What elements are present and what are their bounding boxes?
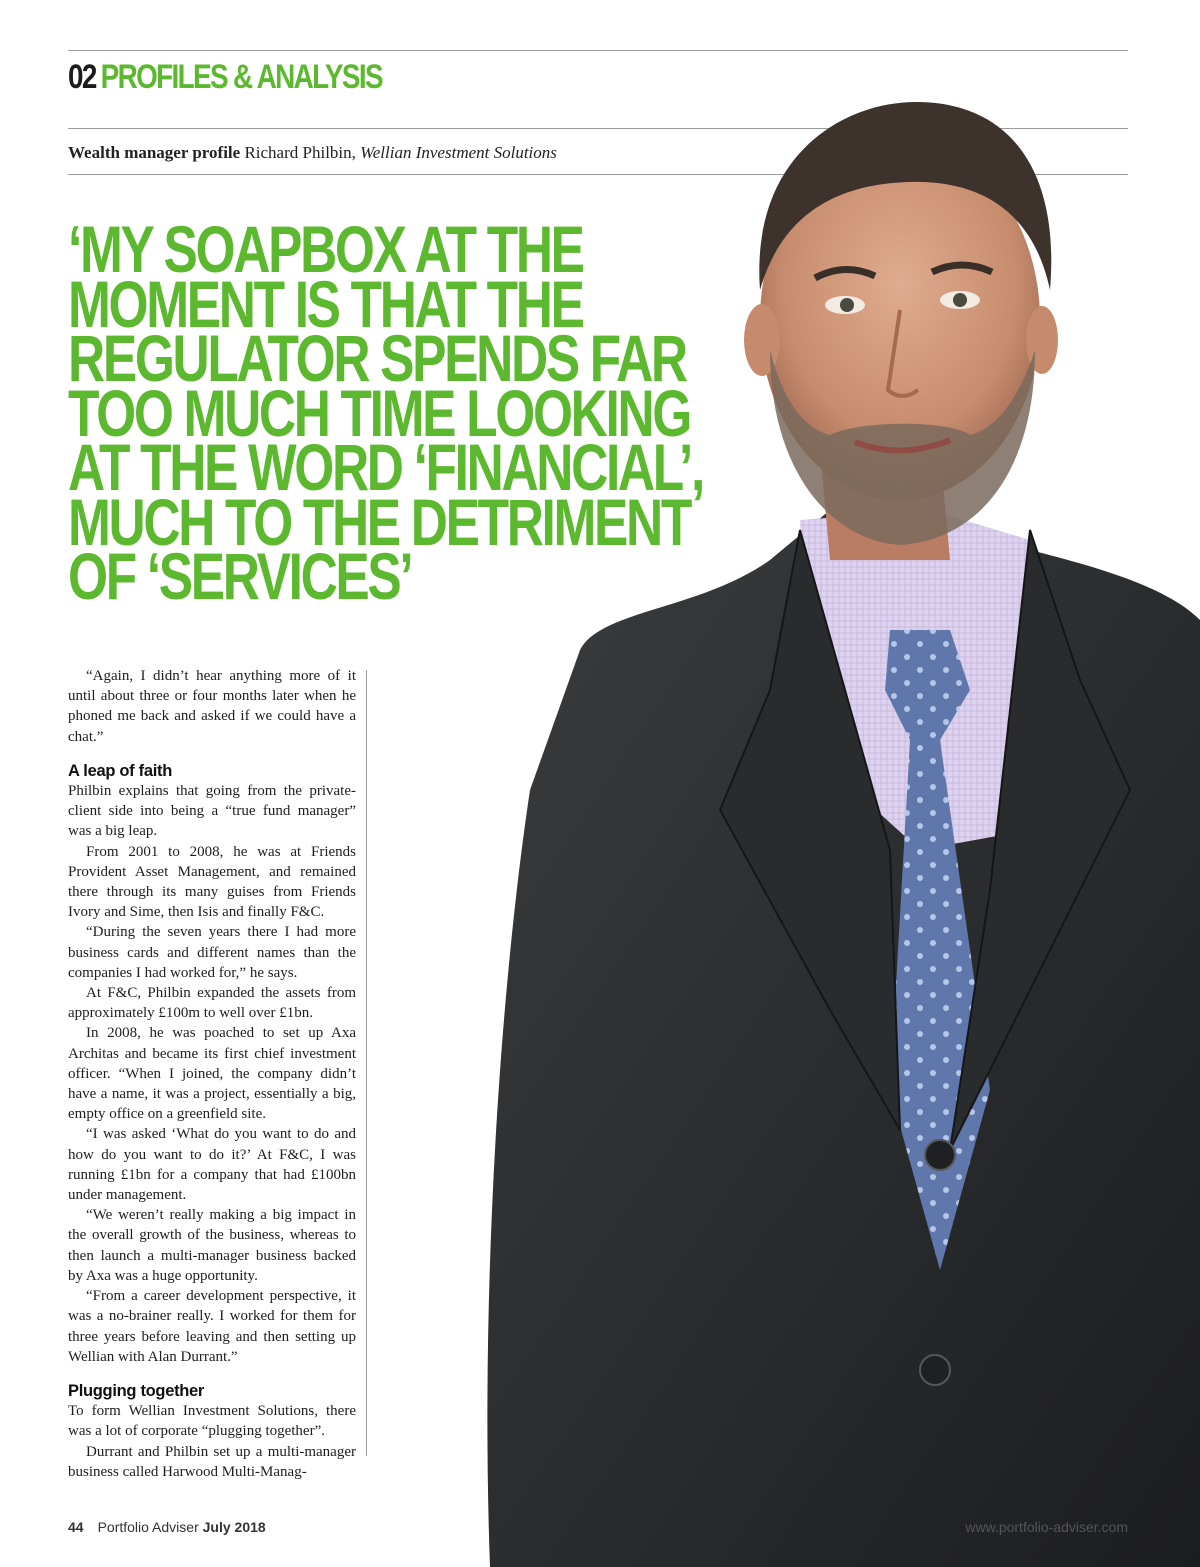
article-paragraph: “I was asked ‘What do you want to do and how do you want to do it?’ At F&C, I was running £1bn for a company that had £100bn under management. — [68, 1126, 356, 1204]
pull-quote — [68, 212, 703, 613]
subheading-plugging-together: Plugging together — [68, 1381, 205, 1400]
article-paragraph: “During the seven years there I had more business cards and different names than the companies I had worked for,” he says. — [68, 924, 356, 981]
column-rule — [366, 670, 367, 1456]
page-footer — [68, 1519, 266, 1535]
article-paragraph: Durrant and Philbin set up a multi-manager business called Harwood Multi-Manag- — [68, 1443, 356, 1480]
article-paragraph: “From a career development perspective, it was a no-brainer really. I worked for them for three years before leaving and then setting up Wellian with Alan Durrant.” — [68, 1288, 356, 1365]
page-number: 44 — [68, 1519, 84, 1535]
article-body — [68, 666, 356, 1482]
pull-quote-line: TOO MUCH TIME LOOKING — [68, 375, 690, 450]
article-paragraph: To form Wellian Investment Solutions, there was a lot of corporate “plugging together”. — [68, 1403, 356, 1440]
profile-person: Richard Philbin, — [244, 143, 356, 162]
issue-date: July 2018 — [202, 1519, 266, 1535]
section-heading — [68, 58, 382, 97]
pull-quote-line: AT THE WORD ‘FINANCIAL’, — [68, 430, 703, 504]
pull-quote-line: MUCH TO THE DETRIMENT — [68, 484, 690, 559]
profile-kind: Wealth manager profile — [68, 143, 241, 162]
article-paragraph: In 2008, he was poached to set up Axa Architas and became its first chief investment officer. “When I joined, the company didn’t have a name, it was a project, essentially a big, empty office on a greenfield site. — [68, 1025, 356, 1123]
pull-quote-line: ‘MY SOAPBOX AT THE — [68, 212, 583, 286]
profile-firm: Wellian Investment Solutions — [360, 143, 557, 162]
article-paragraph: “We weren’t really making a big impact in the overall growth of the business, whereas to then launch a multi-manager business backed by Axa was a huge opportunity. — [68, 1207, 356, 1284]
section-number: 02 — [68, 58, 96, 96]
article-paragraph: From 2001 to 2008, he was at Friends Provident Asset Management, and remained there through its many guises from Friends Ivory and Sime, then Isis and finally F&C. — [68, 843, 356, 921]
subheading-leap-of-faith: A leap of faith — [68, 761, 172, 780]
publication-name: Portfolio Adviser — [97, 1519, 199, 1535]
section-title: PROFILES & ANALYSIS — [100, 58, 382, 96]
pull-quote-line: REGULATOR SPENDS FAR — [68, 321, 686, 395]
website-url[interactable]: www.portfolio-adviser.com — [965, 1519, 1128, 1535]
pull-quote-line: MOMENT IS THAT THE — [68, 266, 583, 341]
pull-quote-line: OF ‘SERVICES’ — [68, 539, 412, 613]
article-paragraph: Philbin explains that going from the private-client side into being a “true fund manager” was a big leap. — [68, 783, 356, 840]
top-rule — [68, 50, 1128, 51]
article-paragraph: “Again, I didn’t hear anything more of it until about three or four months later when he phoned me back and asked if we could have a chat.” — [68, 668, 356, 745]
article-paragraph: At F&C, Philbin expanded the assets from approximately £100m to well over £1bn. — [68, 985, 356, 1022]
